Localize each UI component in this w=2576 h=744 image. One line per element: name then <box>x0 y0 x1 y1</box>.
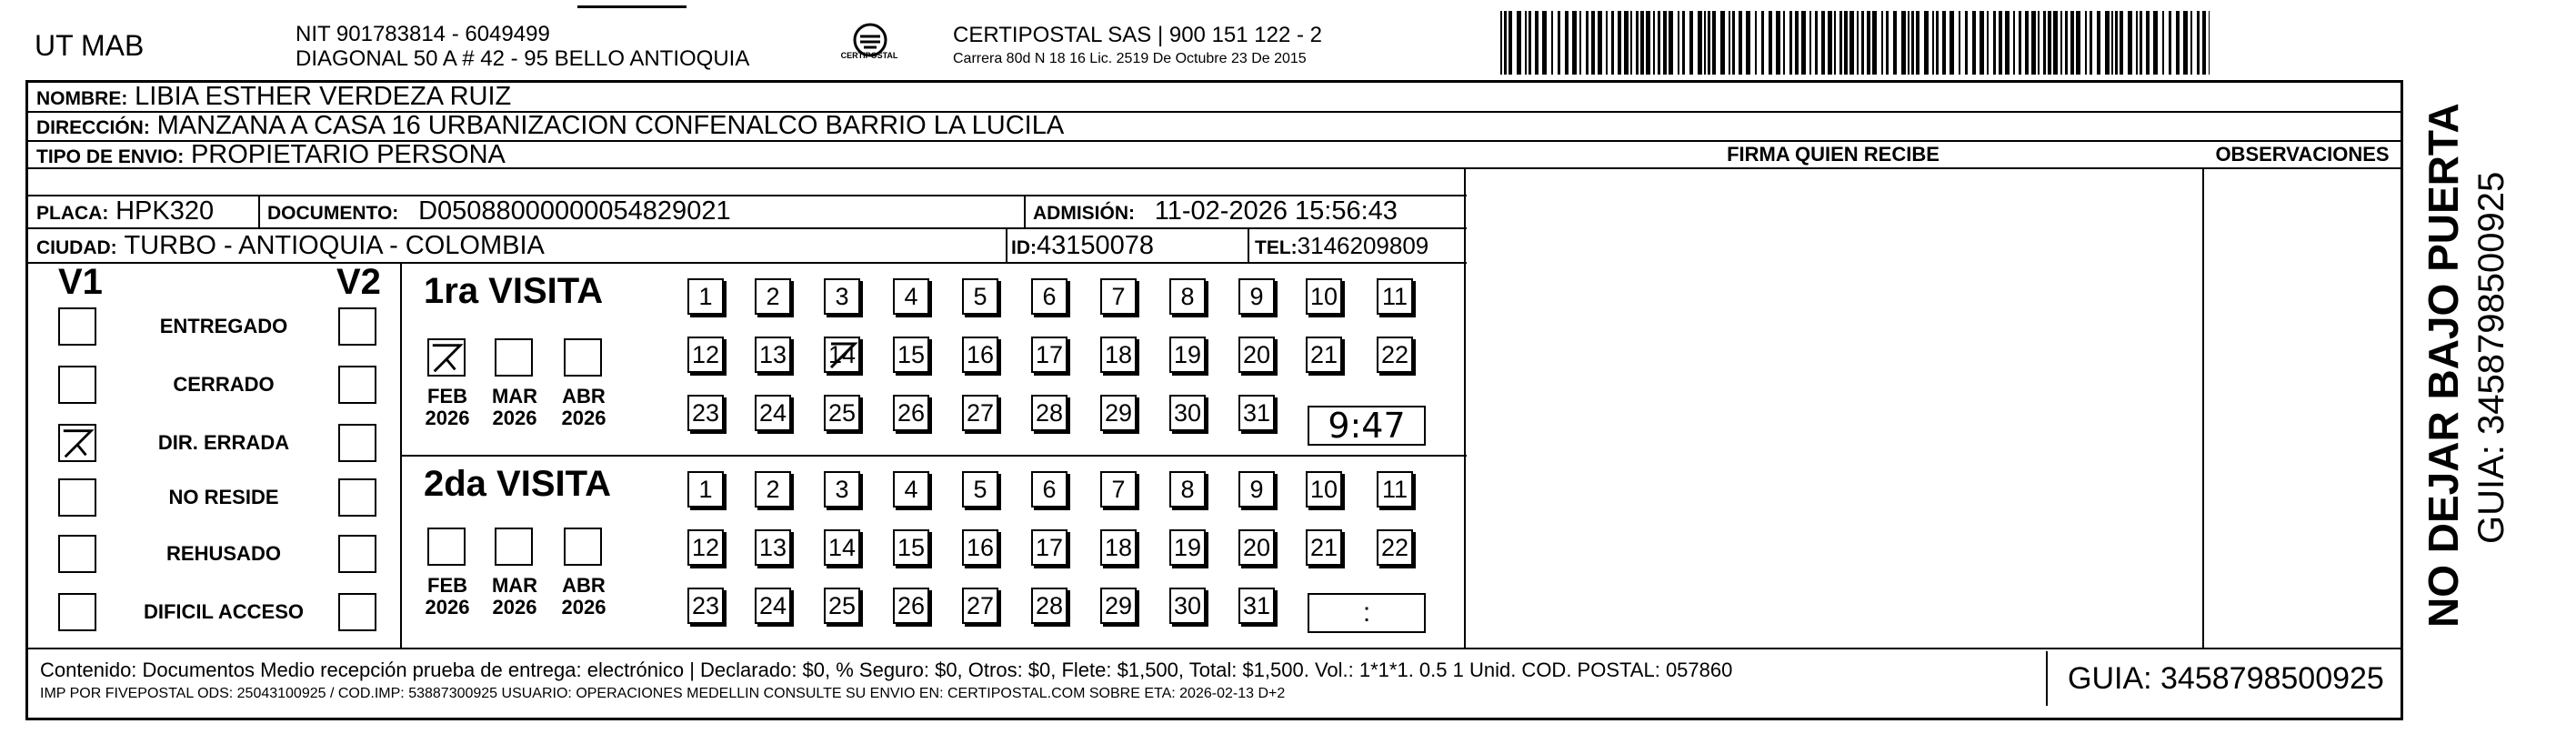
day-checkbox[interactable]: 20 <box>1238 529 1275 566</box>
tel-value: 3146209809 <box>1297 232 1429 259</box>
month-year: 2026 <box>561 596 606 618</box>
barcode-bar <box>1993 11 1996 75</box>
barcode-bar <box>2146 11 2150 75</box>
barcode-bar <box>2025 11 2029 75</box>
day-checkbox[interactable]: 18 <box>1100 529 1137 566</box>
barcode-bar <box>1857 11 1859 75</box>
barcode-bar <box>2120 11 2123 75</box>
barcode-bar <box>2190 11 2192 75</box>
barcode-bar <box>1815 11 1818 75</box>
barcode-bar <box>2128 11 2132 75</box>
month-label <box>420 575 475 618</box>
barcode-bar <box>1872 11 1877 75</box>
barcode-bar <box>1542 11 1547 75</box>
barcode-bar <box>2065 11 2068 75</box>
month-name: MAR <box>491 574 538 597</box>
logo-text: CERTIPOSTAL <box>840 51 898 60</box>
day-checkbox[interactable]: 14 <box>824 337 860 373</box>
check-mark-icon <box>60 426 95 460</box>
barcode-bar <box>1640 11 1644 75</box>
barcode-bar <box>2202 11 2206 75</box>
day-checkbox[interactable]: 22 <box>1377 529 1413 566</box>
day-checkbox[interactable]: 30 <box>1169 588 1206 624</box>
day-checkbox[interactable]: 21 <box>1306 529 1342 566</box>
barcode-bar <box>1712 11 1716 75</box>
day-checkbox[interactable]: 11 <box>1377 471 1413 508</box>
day-checkbox[interactable]: 14 <box>824 529 860 566</box>
company-name: UT MAB <box>35 29 145 62</box>
barcode-bar <box>1783 11 1785 75</box>
barcode-bar <box>1924 11 1929 75</box>
col-divider <box>258 195 260 227</box>
barcode-bar <box>1886 11 1889 75</box>
v2-checkbox[interactable] <box>338 366 376 404</box>
month-name: FEB <box>427 574 467 597</box>
id-value: 43150078 <box>1037 231 1155 260</box>
col-divider <box>2202 167 2204 648</box>
day-checkbox[interactable]: 28 <box>1031 588 1067 624</box>
month-checkbox[interactable] <box>495 528 533 566</box>
day-checkbox[interactable]: 15 <box>893 529 929 566</box>
documento-label: DOCUMENTO: <box>267 203 399 224</box>
barcode-bar <box>1646 11 1650 75</box>
v1-checkbox[interactable] <box>58 424 96 462</box>
barcode-bar <box>1658 11 1660 75</box>
month-label <box>556 575 611 618</box>
day-checkbox[interactable]: 5 <box>962 278 998 315</box>
carrier-info <box>953 24 1322 71</box>
day-checkbox[interactable]: 13 <box>755 529 791 566</box>
day-checkbox[interactable]: 11 <box>1377 278 1413 315</box>
day-checkbox[interactable]: 28 <box>1031 395 1067 431</box>
nombre-label: NOMBRE: <box>36 88 128 109</box>
barcode-bar <box>2176 11 2180 75</box>
day-checkbox[interactable]: 3 <box>824 471 860 508</box>
barcode-bar <box>1636 11 1639 75</box>
barcode-bar <box>1839 11 1842 75</box>
barcode-bar <box>1746 11 1750 75</box>
barcode-bar <box>1821 11 1825 75</box>
v2-checkbox[interactable] <box>338 535 376 573</box>
barcode-bar <box>2005 11 2010 75</box>
month-year: 2026 <box>492 407 537 429</box>
barcode-bar <box>1500 11 1502 75</box>
barcode-bar <box>1663 11 1667 75</box>
col-divider <box>1024 195 1026 227</box>
v2-checkbox[interactable] <box>338 593 376 631</box>
barcode-bar <box>1950 11 1954 75</box>
id-cell <box>1011 231 1154 263</box>
admision-cell <box>1033 196 1398 228</box>
sender-address: DIAGONAL 50 A # 42 - 95 BELLO ANTIOQUIA <box>296 46 750 71</box>
barcode-bar <box>2115 11 2118 75</box>
barcode-bar <box>1959 11 1960 75</box>
barcode-bar <box>1801 11 1806 75</box>
day-checkbox[interactable]: 8 <box>1169 471 1206 508</box>
v1-checkbox[interactable] <box>58 535 96 573</box>
day-checkbox[interactable]: 9 <box>1238 471 1275 508</box>
nombre-value: LIBIA ESTHER VERDEZA RUIZ <box>135 82 512 111</box>
barcode-bar <box>1901 11 1906 75</box>
day-checkbox[interactable]: 10 <box>1306 278 1342 315</box>
tel-label: TEL: <box>1255 237 1298 258</box>
barcode-bar <box>2031 11 2036 75</box>
second-visit-title: 2da VISITA <box>424 464 611 504</box>
side-notice: NO DEJAR BAJO PUERTA <box>2420 103 2467 628</box>
barcode-bar <box>1809 11 1811 75</box>
barcode-bar <box>1972 11 1976 75</box>
day-checkbox[interactable]: 25 <box>824 588 860 624</box>
day-checkbox[interactable]: 1 <box>687 278 724 315</box>
footer-divider <box>25 648 2403 649</box>
day-checkbox[interactable]: 10 <box>1306 471 1342 508</box>
day-checkbox[interactable]: 25 <box>824 395 860 431</box>
check-mark-icon <box>826 338 858 371</box>
barcode-bar <box>1558 11 1560 75</box>
carrier-address: Carrera 80d N 18 16 Lic. 2519 De Octubre 23 De 2015 <box>953 51 1307 66</box>
barcode-bar <box>2070 11 2074 75</box>
day-checkbox[interactable]: 2 <box>755 278 791 315</box>
col-divider <box>1006 227 1007 262</box>
sender-info <box>296 22 749 71</box>
barcode-bar <box>1598 11 1602 75</box>
barcode-bar <box>1624 11 1629 75</box>
barcode-bar <box>1980 11 1984 75</box>
barcode-bar <box>1704 11 1706 75</box>
day-checkbox[interactable]: 1 <box>687 471 724 508</box>
v1-checkbox[interactable] <box>58 307 96 346</box>
barcode-bar <box>1732 11 1735 75</box>
barcode-bar <box>1942 11 1946 75</box>
barcode-bar <box>2140 11 2142 75</box>
month-year: 2026 <box>561 407 606 429</box>
barcode-bar <box>2097 11 2100 75</box>
day-checkbox[interactable]: 27 <box>962 588 998 624</box>
day-checkbox[interactable]: 12 <box>687 529 724 566</box>
header-rule <box>577 5 687 8</box>
barcode-bar <box>1729 11 1730 75</box>
barcode-bar <box>1630 11 1632 75</box>
barcode-bar <box>1504 11 1507 75</box>
v2-checkbox[interactable] <box>338 424 376 462</box>
barcode-bar <box>2019 11 2021 75</box>
status-label: CERRADO <box>173 373 275 396</box>
barcode-bar <box>1708 11 1710 75</box>
barcode-bar <box>2048 11 2051 75</box>
barcode-bar <box>1669 11 1673 75</box>
sender-nit: NIT 901783814 - 6049499 <box>296 22 550 46</box>
day-checkbox[interactable]: 2 <box>755 471 791 508</box>
day-checkbox[interactable]: 18 <box>1100 337 1137 373</box>
day-checkbox[interactable]: 4 <box>893 278 929 315</box>
day-checkbox[interactable]: 7 <box>1100 471 1137 508</box>
barcode-bar <box>1844 11 1848 75</box>
barcode-bar <box>1916 11 1919 75</box>
barcode-bar <box>1881 11 1883 75</box>
admision-label: ADMISIÓN: <box>1033 203 1135 224</box>
documento-cell <box>267 196 731 228</box>
month-year: 2026 <box>425 407 470 429</box>
month-checkbox[interactable] <box>427 528 466 566</box>
month-checkbox[interactable] <box>427 338 466 377</box>
firma-label: FIRMA QUIEN RECIBE <box>1727 143 1940 166</box>
barcode-bar <box>1999 11 2002 75</box>
barcode-bar <box>1861 11 1864 75</box>
row-divider <box>400 455 1467 457</box>
barcode-bar <box>1761 11 1764 75</box>
barcode-bar <box>1525 11 1527 75</box>
footer-print-info: IMP POR FIVEPOSTAL ODS: 25043100925 / COD.IMP: 53887300925 USUARIO: OPERACIONES MEDELLIN CONSULTE SU ENVIO EN: CERTIPOSTAL.COM SOBRE ETA: 2026-02-13 D+2 <box>40 686 1286 701</box>
barcode-bar <box>1755 11 1757 75</box>
barcode-bar <box>2060 11 2062 75</box>
barcode-bar <box>1551 11 1553 75</box>
barcode-bar <box>1689 11 1693 75</box>
barcode-bar <box>2085 11 2087 75</box>
certipostal-logo-icon <box>846 22 895 71</box>
day-checkbox[interactable]: 7 <box>1100 278 1137 315</box>
barcode-bar <box>2209 11 2210 75</box>
barcode-bar <box>1769 11 1772 75</box>
month-label <box>556 386 611 429</box>
barcode-bar <box>1517 11 1521 75</box>
day-checkbox[interactable]: 16 <box>962 337 998 373</box>
footer-guia: GUIA: 3458798500925 <box>2046 651 2401 706</box>
barcode-bar <box>2169 11 2171 75</box>
day-checkbox[interactable]: 27 <box>962 395 998 431</box>
day-checkbox[interactable]: 5 <box>962 471 998 508</box>
barcode-bar <box>1586 11 1589 75</box>
direccion-value: MANZANA A CASA 16 URBANIZACION CONFENALCO BARRIO LA LUCILA <box>156 111 1065 140</box>
barcode-bar <box>1678 11 1679 75</box>
ciudad-label: CIUDAD: <box>36 237 117 258</box>
month-checkbox[interactable] <box>564 338 602 377</box>
status-label: DIR. ERRADA <box>157 431 290 454</box>
barcode-bar <box>1893 11 1897 75</box>
month-name: FEB <box>427 385 467 407</box>
day-checkbox[interactable]: 3 <box>824 278 860 315</box>
status-label: NO RESIDE <box>168 486 279 508</box>
barcode-bar <box>1789 11 1792 75</box>
v1-label: V1 <box>58 262 103 302</box>
status-label: ENTREGADO <box>159 315 288 337</box>
direccion-row <box>36 111 1064 143</box>
admision-value: 11-02-2026 15:56:43 <box>1154 196 1398 226</box>
barcode-bar <box>2111 11 2113 75</box>
tel-cell <box>1255 231 1428 263</box>
month-label <box>420 386 475 429</box>
barcode-bar <box>1834 11 1836 75</box>
barcode-bar <box>2197 11 2200 75</box>
day-checkbox[interactable]: 17 <box>1031 337 1067 373</box>
day-checkbox[interactable]: 24 <box>755 395 791 431</box>
placa-label: PLACA: <box>36 203 109 224</box>
placa-cell <box>36 196 214 228</box>
second-visit-time[interactable]: : <box>1308 593 1426 633</box>
col-divider <box>1464 167 1466 648</box>
v1-checkbox[interactable] <box>58 366 96 404</box>
barcode-bar <box>2153 11 2158 75</box>
barcode-bar <box>1828 11 1832 75</box>
day-checkbox[interactable]: 30 <box>1169 395 1206 431</box>
barcode-bar <box>2013 11 2015 75</box>
barcode-bar <box>1618 11 1621 75</box>
barcode-bar <box>1987 11 1989 75</box>
day-checkbox[interactable]: 19 <box>1169 337 1206 373</box>
day-checkbox[interactable]: 21 <box>1306 337 1342 373</box>
barcode-bar <box>1867 11 1870 75</box>
barcode-bar <box>1509 11 1512 75</box>
month-label <box>487 575 542 618</box>
day-checkbox[interactable]: 13 <box>755 337 791 373</box>
barcode-bar <box>1795 11 1799 75</box>
barcode-bar <box>2043 11 2046 75</box>
barcode-bar <box>1565 11 1569 75</box>
day-checkbox[interactable]: 15 <box>893 337 929 373</box>
barcode-bar <box>1591 11 1595 75</box>
day-checkbox[interactable]: 26 <box>893 588 929 624</box>
status-label: DIFICIL ACCESO <box>143 600 304 623</box>
day-checkbox[interactable]: 20 <box>1238 337 1275 373</box>
barcode-bar <box>1739 11 1742 75</box>
barcode-bar <box>1932 11 1934 75</box>
tipo-value: PROPIETARIO PERSONA <box>190 140 506 169</box>
month-name: ABR <box>562 574 606 597</box>
barcode-bar <box>2090 11 2092 75</box>
barcode-bar <box>1849 11 1854 75</box>
barcode-bar <box>1720 11 1725 75</box>
barcode-bar <box>1529 11 1531 75</box>
delivery-form-frame <box>25 80 2403 720</box>
day-checkbox[interactable]: 19 <box>1169 529 1206 566</box>
v1-checkbox[interactable] <box>58 478 96 517</box>
barcode-bar <box>1653 11 1655 75</box>
day-checkbox[interactable]: 23 <box>687 588 724 624</box>
tipo-row <box>36 140 506 172</box>
day-checkbox[interactable]: 12 <box>687 337 724 373</box>
ciudad-value: TURBO - ANTIOQUIA - COLOMBIA <box>124 231 545 260</box>
barcode-bar <box>2136 11 2138 75</box>
day-checkbox[interactable]: 4 <box>893 471 929 508</box>
day-checkbox[interactable]: 29 <box>1100 395 1137 431</box>
v1-checkbox[interactable] <box>58 593 96 631</box>
day-checkbox[interactable]: 31 <box>1238 588 1275 624</box>
barcode <box>1500 11 2210 75</box>
barcode-bar <box>1579 11 1581 75</box>
barcode-bar <box>2183 11 2188 75</box>
barcode-bar <box>2053 11 2058 75</box>
v2-checkbox[interactable] <box>338 307 376 346</box>
id-label: ID: <box>1011 237 1037 258</box>
nombre-row <box>36 82 511 114</box>
barcode-bar <box>1535 11 1539 75</box>
barcode-bar <box>1936 11 1939 75</box>
day-checkbox[interactable]: 23 <box>687 395 724 431</box>
barcode-bar <box>2076 11 2080 75</box>
barcode-bar <box>1682 11 1685 75</box>
side-guia: GUIA: 3458798500925 <box>2471 171 2511 544</box>
month-name: ABR <box>562 385 606 407</box>
day-checkbox[interactable]: 16 <box>962 529 998 566</box>
day-checkbox[interactable]: 26 <box>893 395 929 431</box>
direccion-label: DIRECCIÓN: <box>36 117 150 138</box>
day-checkbox[interactable]: 9 <box>1238 278 1275 315</box>
month-year: 2026 <box>425 596 470 618</box>
footer-contents: Contenido: Documentos Medio recepción prueba de entrega: electrónico | Declarado: $0, % Seguro: $0, Otros: $0, Flete: $1,500, Total: $1,500. Vol.: 1*1*1. 0.5 1 Unid. COD. POSTAL: 057860 <box>40 659 1733 681</box>
barcode-bar <box>2162 11 2164 75</box>
status-label: REHUSADO <box>166 542 281 565</box>
observaciones-label: OBSERVACIONES <box>2215 143 2390 166</box>
day-checkbox[interactable]: 24 <box>755 588 791 624</box>
col-divider <box>1248 227 1249 262</box>
v2-label: V2 <box>336 262 381 302</box>
day-checkbox[interactable]: 8 <box>1169 278 1206 315</box>
tipo-label: TIPO DE ENVIO: <box>36 146 185 167</box>
barcode-bar <box>1698 11 1702 75</box>
month-checkbox[interactable] <box>564 528 602 566</box>
carrier-name: CERTIPOSTAL SAS | 900 151 122 - 2 <box>953 23 1322 47</box>
month-name: MAR <box>491 385 538 407</box>
first-visit-time[interactable]: 9:47 <box>1308 406 1426 446</box>
v2-checkbox[interactable] <box>338 478 376 517</box>
day-checkbox[interactable]: 6 <box>1031 278 1067 315</box>
day-checkbox[interactable]: 17 <box>1031 529 1067 566</box>
day-checkbox[interactable]: 31 <box>1238 395 1275 431</box>
barcode-bar <box>1611 11 1614 75</box>
barcode-bar <box>1965 11 1968 75</box>
barcode-bar <box>1776 11 1780 75</box>
placa-value: HPK320 <box>115 196 215 226</box>
first-visit-title: 1ra VISITA <box>424 271 604 311</box>
month-checkbox[interactable] <box>495 338 533 377</box>
barcode-bar <box>1606 11 1608 75</box>
barcode-bar <box>1908 11 1909 75</box>
day-checkbox[interactable]: 6 <box>1031 471 1067 508</box>
month-label <box>487 386 542 429</box>
barcode-bar <box>1572 11 1577 75</box>
check-mark-icon <box>429 340 464 375</box>
col-divider <box>400 262 402 648</box>
barcode-bar <box>2038 11 2040 75</box>
day-checkbox[interactable]: 29 <box>1100 588 1137 624</box>
ciudad-cell <box>36 231 545 263</box>
documento-value: D05088000000054829021 <box>418 196 731 226</box>
day-checkbox[interactable]: 22 <box>1377 337 1413 373</box>
barcode-bar <box>2105 11 2110 75</box>
month-year: 2026 <box>492 596 537 618</box>
barcode-bar <box>1911 11 1914 75</box>
